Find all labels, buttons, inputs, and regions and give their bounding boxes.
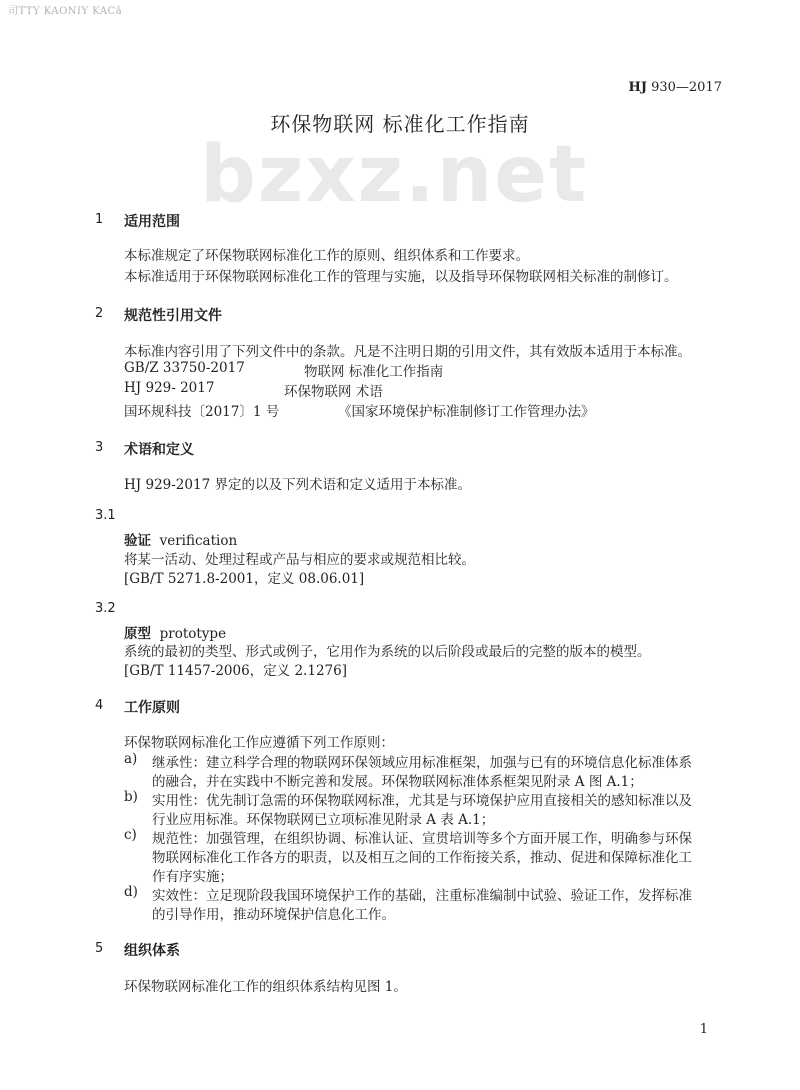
section-2-intro: 本标准内容引用了下列文件中的条款。凡是不注明日期的引用文件，其有效版本适用于本标准。 xyxy=(124,344,691,360)
section-4-number: 4 xyxy=(95,698,104,713)
list-item-marker: a) xyxy=(124,751,138,767)
section-5-intro: 环保物联网标准化工作的组织体系结构见图 1。 xyxy=(124,979,407,995)
reference-name: 《国家环境保护标准制修订工作管理办法》 xyxy=(338,404,595,420)
section-5-number: 5 xyxy=(95,941,104,956)
list-item-line: 规范性：加强管理，在组织协调、标准认证、宣贯培训等多个方面开展工作，明确参与环保 xyxy=(152,831,692,847)
list-item-marker: b) xyxy=(124,789,138,805)
standard-code-number: 930—2017 xyxy=(646,80,722,95)
term-spacer xyxy=(151,533,160,549)
list-item-line: 的融合，并在实践中不断完善和发展。环保物联网标准体系框架见附录 A 图 A.1； xyxy=(152,774,643,790)
term-number: 3.2 xyxy=(95,601,116,616)
standard-code-prefix: HJ xyxy=(628,80,647,95)
reference-code: HJ 929- 2017 xyxy=(124,380,215,396)
section-4-intro: 环保物联网标准化工作应遵循下列工作原则： xyxy=(124,735,394,751)
list-item-marker: d) xyxy=(124,884,138,900)
section-4-title: 工作原则 xyxy=(124,700,180,716)
document-title: 环保物联网 标准化工作指南 xyxy=(270,112,530,136)
page-number: 1 xyxy=(699,1022,708,1037)
term-english: verification xyxy=(159,533,238,549)
section-3-title: 术语和定义 xyxy=(124,442,194,458)
section-1-title: 适用范围 xyxy=(124,214,180,230)
term-definition: 将某一活动、处理过程或产品与相应的要求或规范相比较。 xyxy=(124,552,475,568)
list-item-line: 作有序实施； xyxy=(152,869,233,885)
term-chinese: 原型 xyxy=(124,626,151,642)
reference-name: 环保物联网 术语 xyxy=(284,384,383,400)
section-1-line-2: 本标准适用于环保物联网标准化工作的管理与实施，以及指导环保物联网相关标准的制修订。 xyxy=(124,269,678,285)
section-2-number: 2 xyxy=(95,306,104,321)
reference-code: GB/Z 33750-2017 xyxy=(124,360,245,376)
term-english: prototype xyxy=(159,626,227,642)
term-source: [GB/T 11457-2006，定义 2.1276] xyxy=(124,663,347,679)
corner-scan-text: 司TTY KAONIY KACā xyxy=(8,6,123,17)
section-1-line-1: 本标准规定了环保物联网标准化工作的原则、组织体系和工作要求。 xyxy=(124,248,529,264)
list-item-line: 行业应用标准。环保物联网已立项标准见附录 A 表 A.1； xyxy=(152,812,495,828)
term-heading xyxy=(124,622,226,642)
list-item-line: 实用性：优先制订急需的环保物联网标准，尤其是与环境保护应用直接相关的感知标准以及 xyxy=(152,793,692,809)
term-number: 3.1 xyxy=(95,508,116,523)
section-1-number: 1 xyxy=(95,212,104,227)
reference-name: 物联网 标准化工作指南 xyxy=(304,364,444,380)
list-item-line: 实效性：立足现阶段我国环境保护工作的基础，注重标准编制中试验、验证工作，发挥标准 xyxy=(152,888,692,904)
term-source: [GB/T 5271.8-2001，定义 08.06.01] xyxy=(124,571,365,587)
reference-code: 国环规科技〔2017〕1 号 xyxy=(124,404,280,420)
section-3-number: 3 xyxy=(95,440,104,455)
list-item-line: 的引导作用，推动环境保护信息化工作。 xyxy=(152,907,395,923)
section-5-title: 组织体系 xyxy=(124,943,180,959)
list-item-marker: c) xyxy=(124,827,137,843)
section-3-intro: HJ 929-2017 界定的以及下列术语和定义适用于本标准。 xyxy=(124,477,471,493)
watermark: bzxz.net xyxy=(200,130,589,220)
term-chinese: 验证 xyxy=(124,533,151,549)
term-definition: 系统的最初的类型、形式或例子，它用作为系统的以后阶段或最后的完整的版本的模型。 xyxy=(124,644,651,660)
term-heading xyxy=(124,529,237,549)
list-item-line: 物联网标准化工作各方的职责，以及相互之间的工作衔接关系，推动、促进和保障标准化工 xyxy=(152,850,692,866)
standard-code xyxy=(629,80,722,95)
section-2-title: 规范性引用文件 xyxy=(124,308,222,324)
list-item-line: 继承性：建立科学合理的物联网环保领域应用标准框架，加强与已有的环境信息化标准体系 xyxy=(152,755,692,771)
